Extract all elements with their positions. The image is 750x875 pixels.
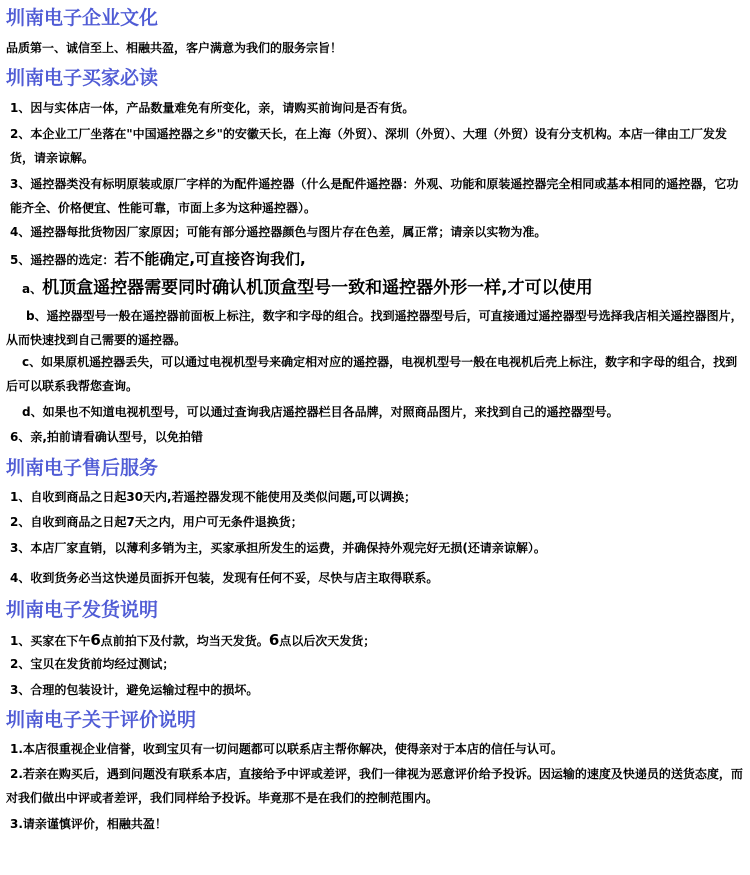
after-sales-item-3: 3、本店厂家直销，以薄利多销为主，买家承担所发生的运费，并确保持外观完好无损(还请亲谅解）。 xyxy=(10,541,546,555)
shipping-item-3: 3、合理的包装设计，避免运输过程中的损坏。 xyxy=(10,683,259,697)
culture-title: 圳南电子企业文化 xyxy=(6,7,159,29)
after-sales-item-1: 1、自收到商品之日起30天内,若遥控器发现不能使用及类似问题,可以调换； xyxy=(10,490,417,504)
buyer-item-3: 3、遥控器类没有标明原装或原厂字样的为配件遥控器（什么是配件遥控器：外观、功能和原装遥控器完全相同或基本相同的遥控器，它功能齐全、价格便宜、性能可靠，市面上多为这种遥控器）。 xyxy=(10,177,739,215)
after-sales-title: 圳南电子售后服务 xyxy=(6,457,159,479)
review-item-3: 3.请亲谨慎评价，相融共盈！ xyxy=(10,817,167,831)
buyer-item-4: 4、遥控器每批货物因厂家原因；可能有部分遥控器颜色与图片存在色差，属正常；请亲以实物为准。 xyxy=(10,225,547,239)
buyer-item-b: b、遥控器型号一般在遥控器前面板上标注，数字和字母的组合。找到遥控器型号后，可直接通过遥控器型号选择我店相关遥控器图片，从而快速找到自己需要的遥控器。 xyxy=(6,309,743,347)
review-item-1: 1.本店很重视企业信誉，收到宝贝有一切问题都可以联系店主帮你解决，使得亲对于本店的信任与认可。 xyxy=(10,742,563,756)
buyer-item-a xyxy=(22,276,750,301)
buyer-item-c: c、如果原机遥控器丢失，可以通过电视机型号来确定相对应的遥控器，电视机型号一般在电视机后壳上标注，数字和字母的组合，找到后可以联系我帮您查询。 xyxy=(6,355,738,393)
buyer-item-2: 2、本企业工厂坐落在"中国遥控器之乡"的安徽天长，在上海（外贸）、深圳（外贸）、大理（外贸）设有分支机构。本店一律由工厂发发货，请亲谅解。 xyxy=(10,127,727,165)
after-sales-item-2: 2、自收到商品之日起7天之内，用户可无条件退换货； xyxy=(10,515,303,529)
culture-text: 品质第一、诚信至上、相融共盈，客户满意为我们的服务宗旨！ xyxy=(6,41,343,55)
buyer-item-a-text: 机顶盒遥控器需要同时确认机顶盒型号一致和遥控器外形一样,才可以使用 xyxy=(42,278,593,298)
after-sales-item-4: 4、收到货务必当这快递员面拆开包装，发现有任何不妥，尽快与店主取得联系。 xyxy=(10,571,439,585)
shipping-item-1-part-a: 1、买家在下午 xyxy=(10,634,91,648)
buyer-item-5-emphasis: 若不能确定,可直接咨询我们, xyxy=(114,250,306,268)
buyer-title: 圳南电子买家必读 xyxy=(6,67,159,89)
shipping-item-1-part-e: 点以后次天发货； xyxy=(279,634,376,648)
shipping-item-1-hour-a: 6 xyxy=(90,631,101,649)
buyer-item-5-prefix: 5、遥控器的选定： xyxy=(10,253,115,267)
buyer-item-a-prefix: a、 xyxy=(22,282,43,296)
shipping-item-1-part-c: 点前拍下及付款，均当天发货。 xyxy=(100,634,269,648)
shipping-item-2: 2、宝贝在发货前均经过测试； xyxy=(10,657,175,671)
buyer-item-1: 1、因与实体店一体，产品数量难免有所变化，亲，请购买前询问是否有货。 xyxy=(10,101,415,115)
shipping-item-1 xyxy=(10,628,748,653)
review-item-2: 2.若亲在购买后，遇到问题没有联系本店，直接给予中评或差评，我们一律视为恶意评价给予投诉。因运输的速度及快递员的送货态度，而对我们做出中评或者差评，我们同样给予投诉。毕竟那不是在我们的控制范围内。 xyxy=(6,767,743,805)
buyer-item-d: d、如果也不知道电视机型号，可以通过查询我店遥控器栏目各品牌，对照商品图片，来找到自己的遥控器型号。 xyxy=(22,405,619,419)
buyer-item-6: 6、亲,拍前请看确认型号，以免拍错 xyxy=(10,430,203,444)
buyer-item-5 xyxy=(10,247,748,272)
shipping-title: 圳南电子发货说明 xyxy=(6,599,159,621)
review-title: 圳南电子关于评价说明 xyxy=(6,709,197,731)
shipping-item-1-hour-b: 6 xyxy=(268,631,280,649)
